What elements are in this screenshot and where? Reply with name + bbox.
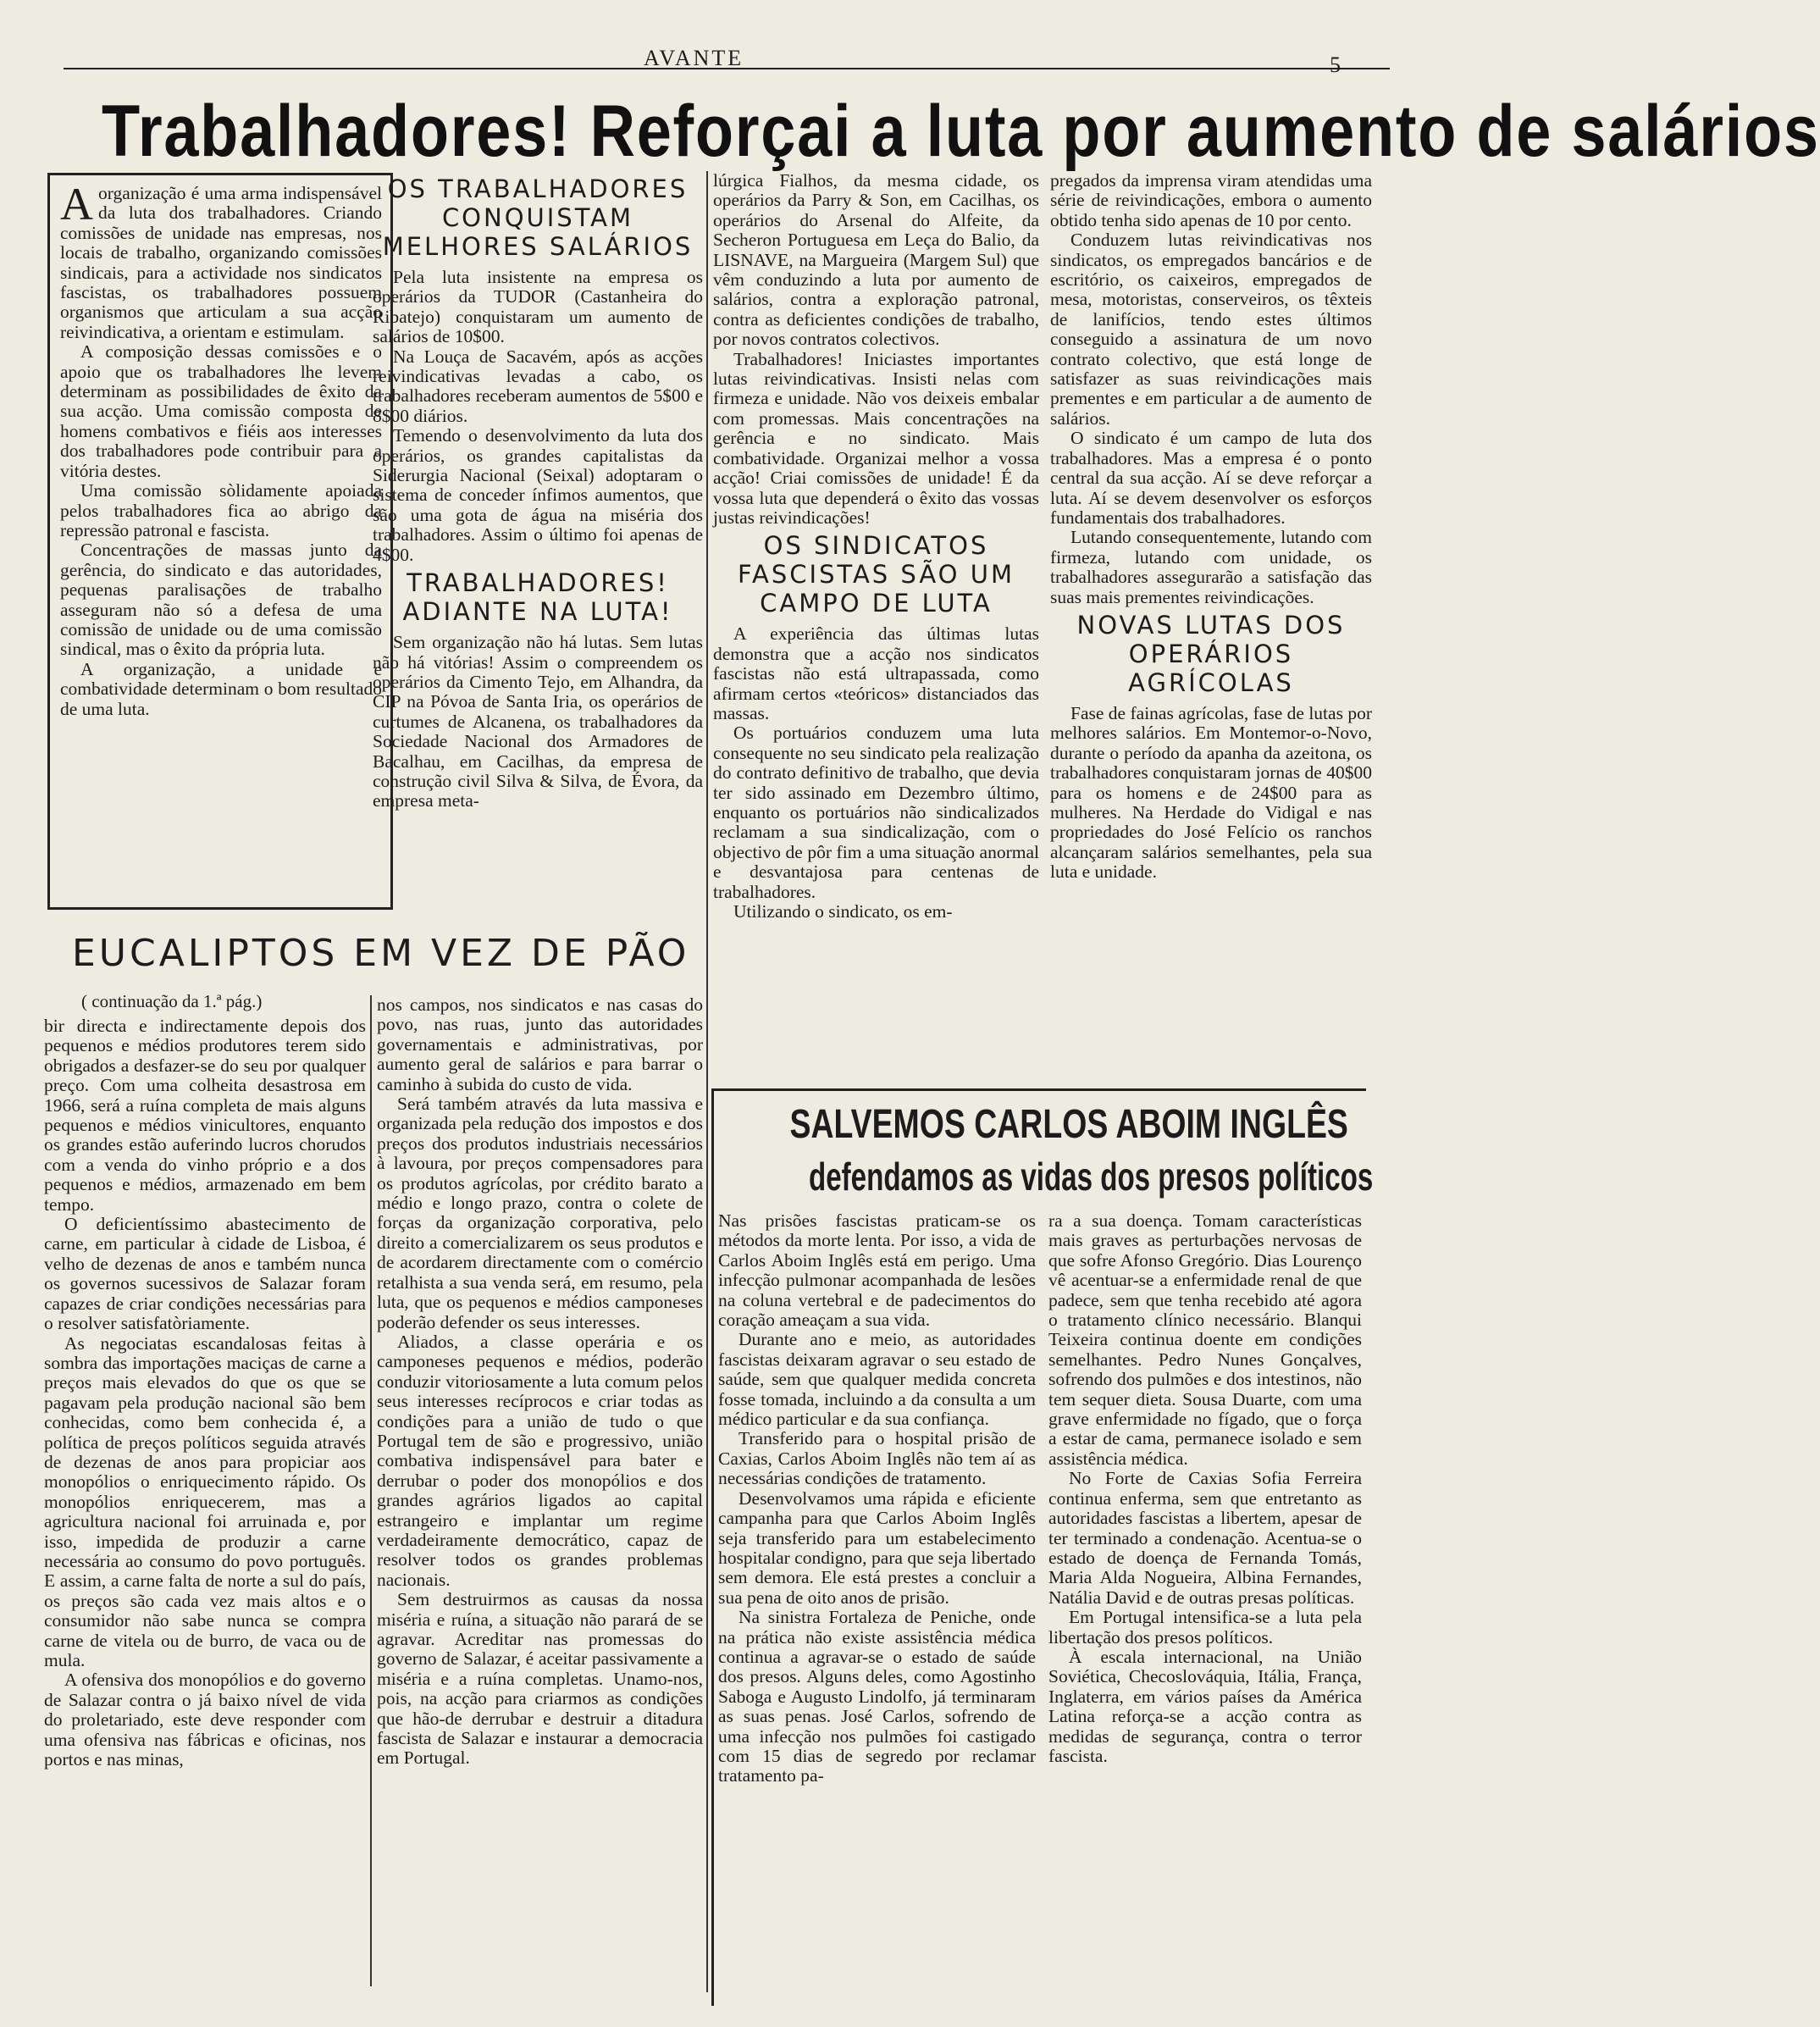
article-paragraph: Conduzem lutas reivindicativas nos sindicatos, os empregados bancários e de escritório, os caixeiros, empregados de mesa, motoristas, conserveiros, os têxteis de lanifícios, tendo estes últimos conseguido a assinatura de um novo contrato colectivo, que está longe de satisfazer as suas reivindicações mais prementes e em particular a de aumento de salários. [1050, 230, 1372, 429]
dropcap: A [60, 179, 93, 230]
eucaliptos-title: EUCALIPTOS EM VEZ DE PÃO [72, 932, 690, 975]
article-paragraph: Os portuários conduzem uma luta consequente no seu sindicato pela realização do contrato definitivo de trabalho, que devia ter sido assinado em Dezembro último, enquanto os portuários não sindicalizados reclamam a sua sindicalização, com o objectivo de pôr fim a uma situação anormal e desvantajosa para centenas de trabalhadores. [713, 723, 1039, 902]
salvemos-col-b [1048, 1211, 1362, 1999]
column-divider [370, 995, 372, 1986]
box-paragraph: A composição dessas comissões e o apoio que os trabalhadores lhe levem determinam as possibilidades de êxito da sua acção. Uma comissão composta de homens combativos e fiéis aos interesses dos trabalhadores pode contribuir para a vitória destes. [60, 341, 382, 481]
article-paragraph: bir directa e indirectamente depois dos pequenos e médios produtores terem sido obrigados a desfazer-se do seu por qualquer preço. Com uma colheita desastrosa em 1966, será a ruína completa de mais alguns pequenos e médios vinicultores, enquanto os grandes estão auferindo lucros chorudos com a venda do vinho próprio e a dos pequenos e médios, armazenado em bem tempo. [44, 1016, 366, 1215]
article-paragraph: nos campos, nos sindicatos e nas casas do povo, nas ruas, junto das autoridades governamentais e administrativas, por aumento geral de salários e para barrar o caminho à subida do custo de vida. [377, 994, 703, 1094]
article-paragraph: Fase de fainas agrícolas, fase de lutas por melhores salários. Em Montemor-o-Novo, durante o período da apanha da azeitona, os trabalhadores conquistaram jornas de 40$00 para os homens e de 24$00 para as mulheres. Na Herdade do Vidigal e nas propriedades do José Felício os ranchos alcançaram salários semelhantes, pela sua luta e unidade. [1050, 702, 1372, 883]
article-paragraph: ra a sua doença. Tomam características mais graves as perturbações nervosas de que sofre Afonso Gregório. Dias Lourenço vê acentuar-se a enfermidade renal de que padece, sem que tenha recebido até agora o tratamento clínico necessário. Blanqui Teixeira continua doente em condições semelhantes. Pedro Nunes Gonçalves, sofrendo dos pulmões e dos intestinos, não tem sequer dieta. Sousa Duarte, com uma grave enfermidade no fígado, que o força a estar de cama, permanece isolado e sem assistência médica. [1048, 1210, 1362, 1469]
continuation-note: ( continuação da 1.ª pág.) [81, 991, 263, 1011]
box-paragraph: Uma comissão sòlidamente apoiada pelos trabalhadores fica ao abrigo da repressão patronal e fascista. [60, 480, 382, 540]
box-paragraph: A organização, a unidade e combatividade determinam o bom resultado de uma luta. [60, 658, 382, 719]
article-paragraph: Sem destruirmos as causas da nossa miséria e ruína, a situação não parará de se agravar. Acreditar nas promessas do governo de Salazar, é aceitar passivamente a miséria e a ruína completas. Unamo-nos, pois, na acção para criarmos as condições que hão-de derrubar e destruir a ditadura fascista de Salazar e instaurar a democracia em Portugal. [377, 1589, 703, 1769]
subhead-agricolas: NOVAS LUTAS DOS OPERÁRIOS AGRÍCOLAS [1076, 610, 1346, 697]
main-headline: Trabalhadores! Reforçai a luta por aumento de salários [102, 91, 1820, 172]
column-2 [373, 171, 703, 917]
article-paragraph: Transferido para o hospital prisão de Caxias, Carlos Aboim Inglês não tem aí as necessárias condições de tratamento. [718, 1428, 1036, 1489]
eucaliptos-col-b [377, 995, 703, 1991]
article-paragraph: Em Portugal intensifica-se a luta pela libertação dos presos políticos. [1048, 1607, 1362, 1648]
article-paragraph: A ofensiva dos monopólios e do governo de Salazar contra o já baixo nível de vida do proletariado, este deve responder com uma ofensiva nas fábricas e oficinas, nos portos e nas minas, [44, 1670, 366, 1770]
subhead-adiante: TRABALHADORES! ADIANTE NA LUTA! [402, 568, 673, 627]
box-paragraph: organização é uma arma indispensável da luta dos trabalhadores. Criando comissões de unidade nas empresas, nos locais de trabalho, organizando comissões sindicais, para a actividade nos sindicatos fascistas, os trabalhadores possuem organismos que articulam a sua acção reivindicativa, a orientam e estimulam. [60, 183, 382, 342]
article-paragraph: À escala internacional, na União Soviética, Checoslováquia, Itália, França, Inglaterra, em vários países da América Latina reforça-se a acção contra as medidas de segurança, contra o terror fascista. [1048, 1646, 1362, 1766]
article-paragraph: A experiência das últimas lutas demonstra que a acção nos sindicatos fascistas não está ultrapassada, como afirmam certos «teóricos» distanciados das massas. [713, 623, 1039, 723]
salvemos-subtitle: defendamos as vidas dos presos políticos [809, 1155, 1374, 1199]
article-paragraph: Será também através da luta massiva e organizada pela redução dos impostos e dos preços dos produtos industriais necessários à lavoura, por preços compensadores para os produtos agrícolas, por crédito barato a médio e longo prazo, contra o colete de forças da organização corporativa, pelo direito a comercializarem os seus produtos e de acordarem directamente com o comércio retalhista a sua venda será, em resumo, pela luta, que os pequenos e médios camponeses poderão defender os seus interesses. [377, 1094, 703, 1332]
article-paragraph: Pela luta insistente na empresa os operários da TUDOR (Castanheira do Ribatejo) conquistaram um aumento de salários de 10$00. [373, 267, 703, 347]
running-header [0, 37, 1449, 77]
box-paragraph: Concentrações de massas junto da gerência, do sindicato e das autoridades, pequenas paralisações de trabalho asseguram não só a defesa de uma comissão de unidade ou de uma comissão sindical, mas o êxito da própria luta. [60, 540, 382, 660]
article-paragraph: O deficientíssimo abastecimento de carne, em particular à cidade de Lisboa, é velho de dezenas de anos e também nunca os governos sucessivos de Salazar foram capazes de criar condições necessárias para o resolver satisfatòriamente. [44, 1214, 366, 1334]
article-paragraph: pregados da imprensa viram atendidas uma série de reivindicações, embora o aumento obtido tenha sido apenas de 10 por cento. [1050, 170, 1372, 230]
article-paragraph: Na sinistra Fortaleza de Peniche, onde na prática não existe assistência médica continua a agravar-se o estado de saúde dos presos. Alguns deles, como Agostinho Saboga e Augusto Lindolfo, já terminaram as suas penas. José Carlos, sofrendo de uma infecção nos pulmões foi castigado com 15 dias de segredo por reclamar tratamento pa- [718, 1607, 1036, 1786]
organization-box [47, 173, 393, 910]
article-paragraph: Na Louça de Sacavém, após as acções reivindicativas levadas a cabo, os trabalhadores receberam aumentos de 5$00 e 8$00 diários. [373, 346, 703, 426]
article-paragraph: Utilizando o sindicato, os em- [733, 901, 953, 922]
article-paragraph: lúrgica Fialhos, da mesma cidade, os operários da Parry & Son, em Cacilhas, os operários do Arsenal do Alfeite, da Secheron Portuguesa em Leça do Balio, da LISNAVE, na Margueira (Margem Sul) que vêm conduzindo a luta por aumento de salários, contra a exploração patronal, contra as deficientes condições de trabalho, por novos contratos colectivos. [713, 170, 1039, 350]
column-3 [713, 171, 1039, 1077]
article-paragraph: No Forte de Caxias Sofia Ferreira continua enferma, sem que entretanto as autoridades fascistas a libertem, apesar de ter terminado a condenação. Acentua-se o estado de doença de Fernanda Tomás, Maria Alda Nogueira, Albina Fernandes, Natália David e de outras presas políticas. [1048, 1468, 1362, 1608]
article-paragraph: Lutando consequentemente, lutando com firmeza, lutando com unidade, os trabalhadores assegurarão a satisfação das suas mais prementes reivindicações. [1050, 527, 1372, 607]
column-divider [706, 171, 708, 1992]
article-paragraph: Sem organização não há lutas. Sem lutas não há vitórias! Assim o compreendem os operários da Cimento Tejo, em Alhandra, da CIP na Póvoa de Santa Iria, os operários de curtumes de Alcanena, os trabalhadores da Sociedade Nacional dos Armadores de Bacalhau, em Cacilhas, da empresa de construção civil Silva & Silva, de Évora, da empresa meta- [373, 632, 703, 811]
article-paragraph: Trabalhadores! Iniciastes importantes lutas reivindicativas. Insisti nelas com firmeza e unidade. Não vos deixeis embalar com promessas. Mais concentrações na gerência e no sindicato. Mais combatividade. Organizai melhor a vossa acção! Criai comissões de unidade! É da vossa luta que dependerá o êxito das vossas justas reivindicações! [713, 348, 1039, 528]
article-paragraph: O sindicato é um campo de luta dos trabalhadores. Mas a empresa é o ponto central da sua acção. Aí se deve reforçar a luta. Aí se devem desenvolver os esforços fundamentais dos trabalhadores. [1050, 428, 1372, 528]
article-paragraph: Nas prisões fascistas praticam-se os métodos da morte lenta. Por isso, a vida de Carlos Aboim Inglês está em perigo. Uma infecção pulmonar acompanhada de lesões na coluna vertebral e de padecimentos do coração ameaçam a sua vida. [718, 1210, 1036, 1331]
eucaliptos-col-a [44, 1016, 366, 1991]
article-paragraph: Desenvolvamos uma rápida e eficiente campanha para que Carlos Aboim Inglês seja transferido para um estabelecimento hospitalar condigno, para que seja libertado sem demora. Ele está prestes a concluir a sua pena de oito anos de prisão. [718, 1487, 1036, 1608]
salvemos-col-a [718, 1211, 1036, 1999]
subhead-sindicatos: OS SINDICATOS FASCISTAS SÃO UM CAMPO DE LUTA [738, 531, 1015, 618]
column-4 [1050, 171, 1372, 1077]
page-number: 5 [1330, 53, 1341, 77]
salvemos-title: SALVEMOS CARLOS ABOIM INGLÊS [789, 1102, 1348, 1147]
article-paragraph: Durante ano e meio, as autoridades fascistas deixaram agravar o seu estado de saúde, sem que qualquer medida concreta fosse tomada, incluindo a da consulta a um médico particular e da sua confiança. [718, 1329, 1036, 1430]
article-paragraph: Temendo o desenvolvimento da luta dos operários, os grandes capitalistas da Siderurgia Nacional (Seixal) adoptaram o sistema de conceder ínfimos aumentos, que são uma gota de água na miséria dos trabalhadores. Assim o último foi apenas de 4$00. [373, 425, 703, 565]
newspaper-name: AVANTE [644, 46, 744, 70]
subhead-conquistam: OS TRABALHADORES CONQUISTAM MELHORES SALÁRIOS [382, 174, 694, 261]
article-paragraph: Aliados, a classe operária e os camponeses pequenos e médios, poderão conduzir vitoriosamente a luta comum pelos seus interesses recíprocos e criar todas as condições para a união de tudo o que Portugal tem de são e progressivo, união combativa indispensável para bater e derrubar o poder dos monopólios e dos grandes agrários ligados ao capital estrangeiro e implantar um regime verdadeiramente democrático, capaz de resolver todos os grandes problemas nacionais. [377, 1331, 703, 1590]
article-paragraph: As negociatas escandalosas feitas à sombra das importações maciças de carne a preços mais elevados do que os que se pagavam pela produção nacional são bem conhecidas, como bem conhecida é, a política de preços políticos seguida através de dezenas de anos para propiciar aos monopólios o enriquecimento rápido. Os monopólios enriquecerem, mas a agricultura nacional foi arruinada e, por isso, impedida de produzir a carne necessária ao consumo do povo português. E assim, a carne falta de norte a sul do país, os preços são cada vez mais altos e o consumidor não sabe nunca se compra carne de vitela ou de burro, de vaca ou de mula. [44, 1332, 366, 1670]
